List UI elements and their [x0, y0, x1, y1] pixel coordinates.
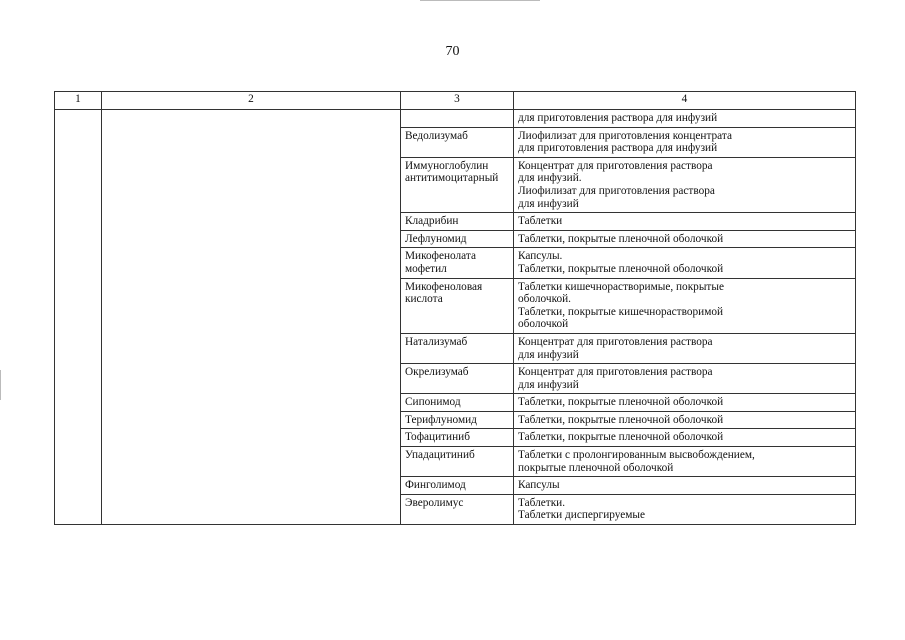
dosage-form-line: Таблетки, покрытые кишечнорастворимой [518, 305, 724, 318]
dosage-form-line: для приготовления раствора для инфузий [518, 142, 718, 155]
drug-name-cell: Микофеноловая кислота [401, 278, 514, 333]
dosage-form-line: Концентрат для приготовления раствора [518, 366, 713, 379]
drug-name-cell: Эверолимус [401, 494, 514, 524]
column-header-2: 2 [102, 92, 401, 110]
column-1-cell [55, 110, 102, 525]
dosage-form-cell [514, 278, 856, 333]
table-row [55, 110, 856, 128]
dosage-form-line: для инфузий [518, 348, 579, 361]
dosage-form-line: для приготовления раствора для инфузий [518, 112, 718, 124]
dosage-form-cell [514, 429, 856, 447]
dosage-form-cell [514, 447, 856, 477]
column-header-4: 4 [514, 92, 856, 110]
dosage-form-line: Таблетки с пролонгированным высвобождением, [518, 449, 755, 462]
page-number: 70 [445, 44, 460, 59]
dosage-form-line: Таблетки, покрытые пленочной оболочкой [518, 262, 724, 275]
dosage-form-line: Лиофилизат для приготовления концентрата [518, 129, 732, 142]
dosage-form-line: для инфузий [518, 197, 579, 210]
dosage-form-cell [514, 477, 856, 495]
drug-name-cell: Окрелизумаб [401, 364, 514, 394]
dosage-form-cell [514, 230, 856, 248]
drug-name-cell: Кладрибин [401, 213, 514, 231]
dosage-form-line: Капсулы. [518, 250, 563, 263]
dosage-form-line: Лиофилизат для приготовления раствора [518, 184, 715, 197]
dosage-form-line: оболочкой [518, 318, 569, 331]
dosage-form-cell [514, 157, 856, 212]
column-header-3: 3 [401, 92, 514, 110]
dosage-form-line: Таблетки [518, 215, 563, 228]
drug-name-cell: Тофацитиниб [401, 429, 514, 447]
dosage-form-cell [514, 248, 856, 278]
dosage-form-line: Таблетки. [518, 496, 566, 509]
dosage-form-cell [514, 127, 856, 157]
drug-name-cell: Иммуноглобулин антитимоцитарный [401, 157, 514, 212]
dosage-form-line: Таблетки, покрытые пленочной оболочкой [518, 232, 724, 245]
dosage-form-cell [514, 364, 856, 394]
dosage-form-line: Таблетки кишечнорастворимые, покрытые [518, 280, 724, 293]
drug-name-cell [401, 110, 514, 128]
dosage-form-cell [514, 394, 856, 412]
dosage-form-line: оболочкой. [518, 293, 572, 306]
dosage-form-line: Таблетки диспергируемые [518, 509, 646, 522]
column-header-1: 1 [55, 92, 102, 110]
column-2-cell [102, 110, 401, 525]
dosage-form-cell [514, 333, 856, 363]
scan-mark [420, 0, 540, 1]
dosage-form-line: Таблетки, покрытые пленочной оболочкой [518, 413, 724, 426]
drug-name-cell: Микофенолата мофетил [401, 248, 514, 278]
dosage-form-line: Таблетки, покрытые пленочной оболочкой [518, 431, 724, 444]
dosage-form-line: Таблетки, покрытые пленочной оболочкой [518, 396, 724, 409]
drug-name-cell: Финголимод [401, 477, 514, 495]
drug-name-cell: Сипонимод [401, 394, 514, 412]
dosage-form-line: Концентрат для приготовления раствора [518, 159, 713, 172]
scan-mark [0, 370, 1, 400]
table-header-row [55, 92, 856, 110]
drug-name-cell: Упадацитиниб [401, 447, 514, 477]
dosage-form-cell [514, 213, 856, 231]
drug-name-cell: Лефлуномид [401, 230, 514, 248]
dosage-form-cell [514, 494, 856, 524]
dosage-form-line: покрытые пленочной оболочкой [518, 461, 674, 474]
dosage-form-cell [514, 411, 856, 429]
drug-name-cell: Ведолизумаб [401, 127, 514, 157]
dosage-form-line: для инфузий [518, 378, 579, 391]
drug-name-cell: Натализумаб [401, 333, 514, 363]
dosage-form-cell [514, 110, 856, 128]
dosage-form-line: Концентрат для приготовления раствора [518, 335, 713, 348]
dosage-form-line: Капсулы [518, 479, 560, 492]
dosage-form-line: для инфузий. [518, 172, 582, 185]
drug-name-cell: Терифлуномид [401, 411, 514, 429]
drug-table [54, 91, 856, 525]
table-body [55, 110, 856, 525]
